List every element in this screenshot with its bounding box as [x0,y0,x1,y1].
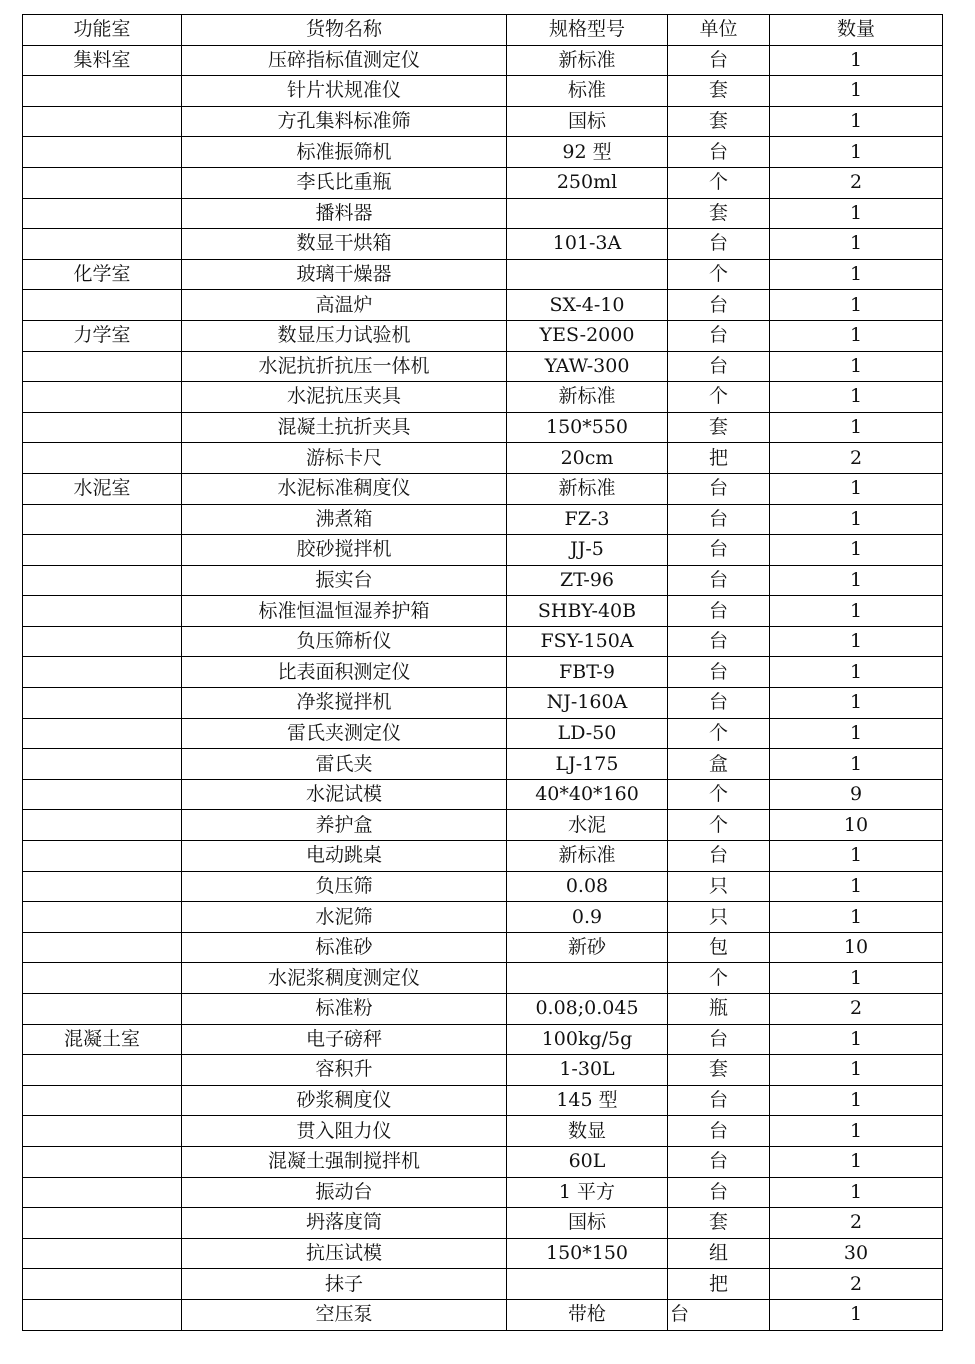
table-row [23,626,943,657]
unit-cell: 台 [668,229,770,260]
spec-cell: 250ml [507,167,668,198]
room-cell [23,198,182,229]
unit-cell: 个 [668,167,770,198]
spec-cell: YAW-300 [507,351,668,382]
item-name-cell: 玻璃干燥器 [182,259,507,290]
unit-cell: 台 [668,688,770,719]
spec-cell: 1 平方 [507,1177,668,1208]
item-name-cell: 负压筛析仪 [182,626,507,657]
room-cell [23,1238,182,1269]
quantity-cell: 1 [770,351,943,382]
item-name-cell: 雷氏夹 [182,749,507,780]
item-name-cell: 沸煮箱 [182,504,507,535]
unit-cell: 只 [668,871,770,902]
unit-cell: 台 [668,351,770,382]
table-row [23,1299,943,1330]
item-name-cell: 贯入阻力仪 [182,1116,507,1147]
item-name-cell: 水泥浆稠度测定仪 [182,963,507,994]
unit-cell: 包 [668,932,770,963]
quantity-cell: 1 [770,504,943,535]
unit-cell: 台 [668,504,770,535]
room-cell [23,749,182,780]
room-cell [23,1146,182,1177]
unit-cell: 台 [668,841,770,872]
item-name-cell: 标准振筛机 [182,137,507,168]
room-cell: 水泥室 [23,473,182,504]
room-cell [23,1055,182,1086]
spec-cell: 0.08;0.045 [507,994,668,1025]
quantity-cell: 2 [770,1269,943,1300]
unit-cell: 套 [668,106,770,137]
unit-cell: 台 [668,320,770,351]
item-name-cell: 数显压力试验机 [182,320,507,351]
table-row [23,1177,943,1208]
item-name-cell: 高温炉 [182,290,507,321]
header-name: 货物名称 [182,15,507,46]
table-row [23,412,943,443]
table-row [23,76,943,107]
quantity-cell: 1 [770,596,943,627]
quantity-cell: 1 [770,963,943,994]
spec-cell: SHBY-40B [507,596,668,627]
room-cell [23,535,182,566]
room-cell [23,871,182,902]
unit-cell: 台 [668,1116,770,1147]
spec-cell: FZ-3 [507,504,668,535]
item-name-cell: 雷氏夹测定仪 [182,718,507,749]
room-cell [23,963,182,994]
room-cell [23,412,182,443]
table-row [23,1146,943,1177]
table-row [23,504,943,535]
item-name-cell: 电子磅秤 [182,1024,507,1055]
room-cell [23,290,182,321]
table-row [23,1116,943,1147]
spec-cell: NJ-160A [507,688,668,719]
room-cell [23,106,182,137]
quantity-cell: 2 [770,994,943,1025]
unit-cell: 组 [668,1238,770,1269]
item-name-cell: 水泥标准稠度仪 [182,473,507,504]
room-cell [23,718,182,749]
unit-cell: 个 [668,810,770,841]
unit-cell: 个 [668,382,770,413]
room-cell [23,902,182,933]
room-cell [23,351,182,382]
table-row [23,1055,943,1086]
table-row [23,443,943,474]
item-name-cell: 标准砂 [182,932,507,963]
room-cell [23,443,182,474]
table-row [23,871,943,902]
spec-cell: 新标准 [507,473,668,504]
room-cell [23,76,182,107]
unit-cell: 个 [668,259,770,290]
item-name-cell: 水泥试模 [182,779,507,810]
spec-cell: 国标 [507,1208,668,1239]
room-cell [23,657,182,688]
table-row [23,1238,943,1269]
unit-cell: 台 [668,290,770,321]
table-row [23,290,943,321]
room-cell: 化学室 [23,259,182,290]
room-cell [23,504,182,535]
quantity-cell: 10 [770,932,943,963]
header-qty: 数量 [770,15,943,46]
quantity-cell: 1 [770,688,943,719]
table-row [23,902,943,933]
unit-cell: 台 [668,565,770,596]
spec-cell: 60L [507,1146,668,1177]
unit-cell: 套 [668,76,770,107]
table-body [23,45,943,1330]
table-row [23,45,943,76]
table-row [23,535,943,566]
spec-cell: 145 型 [507,1085,668,1116]
unit-cell: 盒 [668,749,770,780]
item-name-cell: 标准恒温恒湿养护箱 [182,596,507,627]
item-name-cell: 振实台 [182,565,507,596]
spec-cell: 数显 [507,1116,668,1147]
item-name-cell: 养护盒 [182,810,507,841]
item-name-cell: 混凝土强制搅拌机 [182,1146,507,1177]
spec-cell: YES-2000 [507,320,668,351]
spec-cell [507,1269,668,1300]
unit-cell: 台 [668,1299,770,1330]
spec-cell: 100kg/5g [507,1024,668,1055]
table-row [23,473,943,504]
item-name-cell: 压碎指标值测定仪 [182,45,507,76]
room-cell [23,137,182,168]
room-cell: 力学室 [23,320,182,351]
unit-cell: 套 [668,412,770,443]
table-row [23,994,943,1025]
quantity-cell: 1 [770,137,943,168]
table-row [23,718,943,749]
table-row [23,779,943,810]
table-row [23,841,943,872]
item-name-cell: 针片状规准仪 [182,76,507,107]
quantity-cell: 1 [770,1177,943,1208]
header-unit: 单位 [668,15,770,46]
table-row [23,320,943,351]
quantity-cell: 1 [770,76,943,107]
unit-cell: 台 [668,1146,770,1177]
unit-cell: 台 [668,137,770,168]
quantity-cell: 30 [770,1238,943,1269]
item-name-cell: 抗压试模 [182,1238,507,1269]
quantity-cell: 1 [770,841,943,872]
table-row [23,1208,943,1239]
table-row [23,259,943,290]
unit-cell: 台 [668,1024,770,1055]
room-cell [23,810,182,841]
spec-cell: LD-50 [507,718,668,749]
spec-cell [507,259,668,290]
room-cell: 集料室 [23,45,182,76]
unit-cell: 套 [668,1208,770,1239]
room-cell [23,596,182,627]
quantity-cell: 1 [770,320,943,351]
unit-cell: 个 [668,963,770,994]
spec-cell [507,963,668,994]
quantity-cell: 2 [770,443,943,474]
item-name-cell: 电动跳桌 [182,841,507,872]
spec-cell: LJ-175 [507,749,668,780]
room-cell [23,688,182,719]
table-row [23,106,943,137]
spec-cell: 1-30L [507,1055,668,1086]
quantity-cell: 2 [770,1208,943,1239]
table-row [23,198,943,229]
quantity-cell: 1 [770,718,943,749]
unit-cell: 只 [668,902,770,933]
quantity-cell: 1 [770,45,943,76]
quantity-cell: 1 [770,198,943,229]
unit-cell: 个 [668,779,770,810]
unit-cell: 瓶 [668,994,770,1025]
room-cell [23,1208,182,1239]
unit-cell: 台 [668,1177,770,1208]
unit-cell: 台 [668,473,770,504]
spec-cell: JJ-5 [507,535,668,566]
spec-cell: 150*150 [507,1238,668,1269]
table-row [23,932,943,963]
unit-cell: 套 [668,1055,770,1086]
table-row [23,749,943,780]
unit-cell: 台 [668,535,770,566]
item-name-cell: 坍落度筒 [182,1208,507,1239]
spec-cell: 20cm [507,443,668,474]
spec-cell: FBT-9 [507,657,668,688]
unit-cell: 个 [668,718,770,749]
spec-cell: 新标准 [507,382,668,413]
spec-cell: 92 型 [507,137,668,168]
item-name-cell: 水泥筛 [182,902,507,933]
unit-cell: 台 [668,45,770,76]
spec-cell: 101-3A [507,229,668,260]
table-row [23,657,943,688]
item-name-cell: 水泥抗折抗压一体机 [182,351,507,382]
spec-cell: 150*550 [507,412,668,443]
room-cell [23,229,182,260]
table-row [23,167,943,198]
spec-cell: 水泥 [507,810,668,841]
quantity-cell: 1 [770,749,943,780]
item-name-cell: 播料器 [182,198,507,229]
header-spec: 规格型号 [507,15,668,46]
room-cell: 混凝土室 [23,1024,182,1055]
table-row [23,382,943,413]
unit-cell: 把 [668,443,770,474]
item-name-cell: 比表面积测定仪 [182,657,507,688]
quantity-cell: 1 [770,106,943,137]
equipment-table [22,14,943,1331]
room-cell [23,382,182,413]
item-name-cell: 水泥抗压夹具 [182,382,507,413]
item-name-cell: 胶砂搅拌机 [182,535,507,566]
spec-cell: 新标准 [507,841,668,872]
quantity-cell: 1 [770,229,943,260]
spec-cell: 0.9 [507,902,668,933]
room-cell [23,1177,182,1208]
table-row [23,596,943,627]
table-row [23,351,943,382]
quantity-cell: 1 [770,535,943,566]
header-room: 功能室 [23,15,182,46]
quantity-cell: 1 [770,1146,943,1177]
quantity-cell: 1 [770,565,943,596]
spec-cell: ZT-96 [507,565,668,596]
table-row [23,565,943,596]
table-row [23,1085,943,1116]
item-name-cell: 混凝土抗折夹具 [182,412,507,443]
item-name-cell: 振动台 [182,1177,507,1208]
quantity-cell: 2 [770,167,943,198]
quantity-cell: 9 [770,779,943,810]
quantity-cell: 1 [770,290,943,321]
item-name-cell: 标准粉 [182,994,507,1025]
quantity-cell: 1 [770,1085,943,1116]
spec-cell: 标准 [507,76,668,107]
table-row [23,688,943,719]
item-name-cell: 砂浆稠度仪 [182,1085,507,1116]
room-cell [23,932,182,963]
item-name-cell: 净浆搅拌机 [182,688,507,719]
spec-cell: 国标 [507,106,668,137]
room-cell [23,994,182,1025]
item-name-cell: 方孔集料标准筛 [182,106,507,137]
item-name-cell: 抹子 [182,1269,507,1300]
spec-cell [507,198,668,229]
unit-cell: 套 [668,198,770,229]
quantity-cell: 1 [770,902,943,933]
unit-cell: 台 [668,596,770,627]
room-cell [23,1269,182,1300]
spec-cell: 带枪 [507,1299,668,1330]
quantity-cell: 1 [770,626,943,657]
spec-cell: SX-4-10 [507,290,668,321]
table-row [23,137,943,168]
room-cell [23,841,182,872]
quantity-cell: 1 [770,1299,943,1330]
table-row [23,229,943,260]
quantity-cell: 1 [770,412,943,443]
room-cell [23,565,182,596]
spec-cell: 0.08 [507,871,668,902]
room-cell [23,1116,182,1147]
unit-cell: 台 [668,626,770,657]
item-name-cell: 容积升 [182,1055,507,1086]
item-name-cell: 李氏比重瓶 [182,167,507,198]
quantity-cell: 10 [770,810,943,841]
spec-cell: 新标准 [507,45,668,76]
quantity-cell: 1 [770,657,943,688]
spec-cell: FSY-150A [507,626,668,657]
room-cell [23,1085,182,1116]
item-name-cell: 数显干烘箱 [182,229,507,260]
item-name-cell: 空压泵 [182,1299,507,1330]
room-cell [23,779,182,810]
table-row [23,1269,943,1300]
table-row [23,810,943,841]
header-row [23,15,943,46]
quantity-cell: 1 [770,1024,943,1055]
table-row [23,1024,943,1055]
quantity-cell: 1 [770,259,943,290]
quantity-cell: 1 [770,1055,943,1086]
quantity-cell: 1 [770,1116,943,1147]
item-name-cell: 游标卡尺 [182,443,507,474]
room-cell [23,1299,182,1330]
room-cell [23,167,182,198]
unit-cell: 台 [668,1085,770,1116]
room-cell [23,626,182,657]
item-name-cell: 负压筛 [182,871,507,902]
spec-cell: 新砂 [507,932,668,963]
unit-cell: 台 [668,657,770,688]
spec-cell: 40*40*160 [507,779,668,810]
table-row [23,963,943,994]
quantity-cell: 1 [770,473,943,504]
quantity-cell: 1 [770,871,943,902]
quantity-cell: 1 [770,382,943,413]
unit-cell: 把 [668,1269,770,1300]
